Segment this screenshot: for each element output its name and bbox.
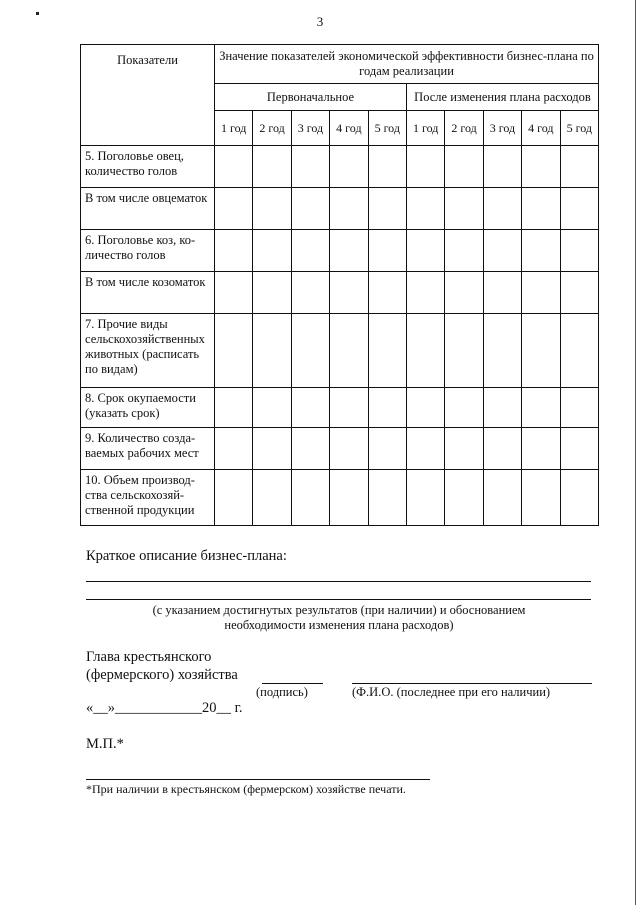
- value-cell[interactable]: [215, 388, 253, 428]
- value-cell[interactable]: [253, 272, 291, 314]
- value-cell[interactable]: [291, 146, 329, 188]
- value-cell[interactable]: [560, 470, 599, 526]
- value-cell[interactable]: [368, 314, 406, 388]
- row-label: 7. Прочие виды сельскохозяйственных животных (расписать по видам): [81, 314, 215, 388]
- value-cell[interactable]: [406, 388, 444, 428]
- year-header: 4 год: [330, 111, 368, 146]
- value-cell[interactable]: [406, 428, 444, 470]
- date-field: «__»____________20__ г.: [86, 700, 243, 716]
- value-cell[interactable]: [330, 146, 368, 188]
- year-header: 5 год: [368, 111, 406, 146]
- row-label: В том числе овцематок: [81, 188, 215, 230]
- value-cell[interactable]: [445, 272, 483, 314]
- value-cell[interactable]: [445, 428, 483, 470]
- stamp-label: М.П.*: [86, 736, 124, 752]
- table-header-row: [81, 45, 599, 84]
- table-row: [81, 272, 599, 314]
- value-cell[interactable]: [445, 314, 483, 388]
- value-cell[interactable]: [406, 146, 444, 188]
- value-cell[interactable]: [330, 188, 368, 230]
- row-label: 6. Поголовье коз, ко-личество голов: [81, 230, 215, 272]
- value-cell[interactable]: [291, 272, 329, 314]
- value-cell[interactable]: [330, 428, 368, 470]
- year-header: 1 год: [215, 111, 253, 146]
- page-number: 3: [316, 14, 324, 29]
- value-cell[interactable]: [215, 470, 253, 526]
- value-cell[interactable]: [483, 272, 521, 314]
- value-cell[interactable]: [522, 188, 560, 230]
- value-cell[interactable]: [330, 388, 368, 428]
- value-cell[interactable]: [330, 230, 368, 272]
- table-row: [81, 470, 599, 526]
- value-cell[interactable]: [253, 428, 291, 470]
- value-cell[interactable]: [291, 230, 329, 272]
- value-cell[interactable]: [406, 470, 444, 526]
- signature-caption: (подпись): [256, 685, 308, 699]
- year-header: 2 год: [253, 111, 291, 146]
- footnote-separator: [86, 779, 430, 780]
- value-cell[interactable]: [368, 146, 406, 188]
- value-cell[interactable]: [406, 230, 444, 272]
- value-cell[interactable]: [368, 188, 406, 230]
- value-cell[interactable]: [368, 388, 406, 428]
- footnote: *При наличии в крестьянском (фермерском) хозяйстве печати.: [86, 782, 406, 796]
- indicator-header: Показатели: [81, 45, 215, 146]
- value-cell[interactable]: [560, 314, 599, 388]
- value-cell[interactable]: [253, 314, 291, 388]
- row-label: 9. Количество созда-ваемых рабочих мест: [81, 428, 215, 470]
- value-cell[interactable]: [483, 188, 521, 230]
- value-cell[interactable]: [445, 146, 483, 188]
- value-cell[interactable]: [291, 388, 329, 428]
- value-cell[interactable]: [406, 314, 444, 388]
- value-cell[interactable]: [445, 470, 483, 526]
- page-edge: [635, 0, 636, 905]
- summary-caption-2: необходимости изменения плана расходов): [224, 618, 454, 632]
- value-cell[interactable]: [522, 428, 560, 470]
- summary-caption-1: (с указанием достигнутых результатов (при наличии) и обоснованием: [152, 603, 526, 617]
- group-header-after-change: После изменения плана расходов: [406, 84, 598, 111]
- value-cell[interactable]: [522, 470, 560, 526]
- value-cell[interactable]: [483, 314, 521, 388]
- value-cell[interactable]: [406, 272, 444, 314]
- value-cell[interactable]: [368, 470, 406, 526]
- head-label-line1: Глава крестьянского: [86, 649, 212, 665]
- value-cell[interactable]: [560, 188, 599, 230]
- value-cell[interactable]: [330, 272, 368, 314]
- table-row: [81, 230, 599, 272]
- value-cell[interactable]: [291, 188, 329, 230]
- row-label: 10. Объем производ-ства сельскохозяй-ственной продукции: [81, 470, 215, 526]
- table-row: [81, 146, 599, 188]
- value-cell[interactable]: [215, 272, 253, 314]
- value-cell[interactable]: [560, 230, 599, 272]
- value-cell[interactable]: [330, 314, 368, 388]
- value-cell[interactable]: [291, 314, 329, 388]
- value-cell[interactable]: [445, 188, 483, 230]
- year-header: 3 год: [291, 111, 329, 146]
- name-caption: (Ф.И.О. (последнее при его наличии): [352, 685, 551, 699]
- value-cell[interactable]: [522, 314, 560, 388]
- value-cell[interactable]: [253, 230, 291, 272]
- value-cell[interactable]: [215, 230, 253, 272]
- value-cell[interactable]: [215, 188, 253, 230]
- value-cell[interactable]: [368, 230, 406, 272]
- value-cell[interactable]: [483, 230, 521, 272]
- value-cell[interactable]: [368, 272, 406, 314]
- value-cell[interactable]: [522, 272, 560, 314]
- group-header-initial: Первоначальное: [215, 84, 407, 111]
- value-cell[interactable]: [522, 388, 560, 428]
- value-cell[interactable]: [483, 428, 521, 470]
- row-label: В том числе козоматок: [81, 272, 215, 314]
- table-row: [81, 428, 599, 470]
- table-row: [81, 188, 599, 230]
- value-cell[interactable]: [215, 146, 253, 188]
- summary-heading: Краткое описание бизнес-плана:: [86, 548, 287, 564]
- value-cell[interactable]: [560, 146, 599, 188]
- value-cell[interactable]: [445, 388, 483, 428]
- value-cell[interactable]: [445, 230, 483, 272]
- summary-line-1: [86, 581, 591, 582]
- year-header: 2 год: [445, 111, 483, 146]
- year-header: 5 год: [560, 111, 599, 146]
- value-cell[interactable]: [560, 428, 599, 470]
- value-cell[interactable]: [253, 188, 291, 230]
- year-header: 4 год: [522, 111, 560, 146]
- value-cell[interactable]: [291, 470, 329, 526]
- signature-line: [262, 683, 323, 684]
- value-cell[interactable]: [522, 230, 560, 272]
- table-row: [81, 314, 599, 388]
- value-cell[interactable]: [522, 146, 560, 188]
- main-header: Значение показателей экономической эффективности бизнес-плана по годам реализации: [215, 45, 599, 84]
- value-cell[interactable]: [253, 146, 291, 188]
- head-label-line2: (фермерского) хозяйства: [86, 667, 238, 683]
- value-cell[interactable]: [560, 388, 599, 428]
- value-cell[interactable]: [483, 470, 521, 526]
- value-cell[interactable]: [483, 388, 521, 428]
- value-cell[interactable]: [253, 388, 291, 428]
- value-cell[interactable]: [215, 314, 253, 388]
- name-line: [352, 683, 592, 684]
- summary-line-2: [86, 599, 591, 600]
- value-cell[interactable]: [215, 428, 253, 470]
- row-label: 5. Поголовье овец, количество голов: [81, 146, 215, 188]
- value-cell[interactable]: [483, 146, 521, 188]
- value-cell[interactable]: [253, 470, 291, 526]
- value-cell[interactable]: [406, 188, 444, 230]
- year-header: 1 год: [406, 111, 444, 146]
- table-row: [81, 388, 599, 428]
- value-cell[interactable]: [560, 272, 599, 314]
- value-cell[interactable]: [368, 428, 406, 470]
- indicators-table: [80, 44, 599, 526]
- value-cell[interactable]: [330, 470, 368, 526]
- year-header: 3 год: [483, 111, 521, 146]
- value-cell[interactable]: [291, 428, 329, 470]
- row-label: 8. Срок окупаемости (указать срок): [81, 388, 215, 428]
